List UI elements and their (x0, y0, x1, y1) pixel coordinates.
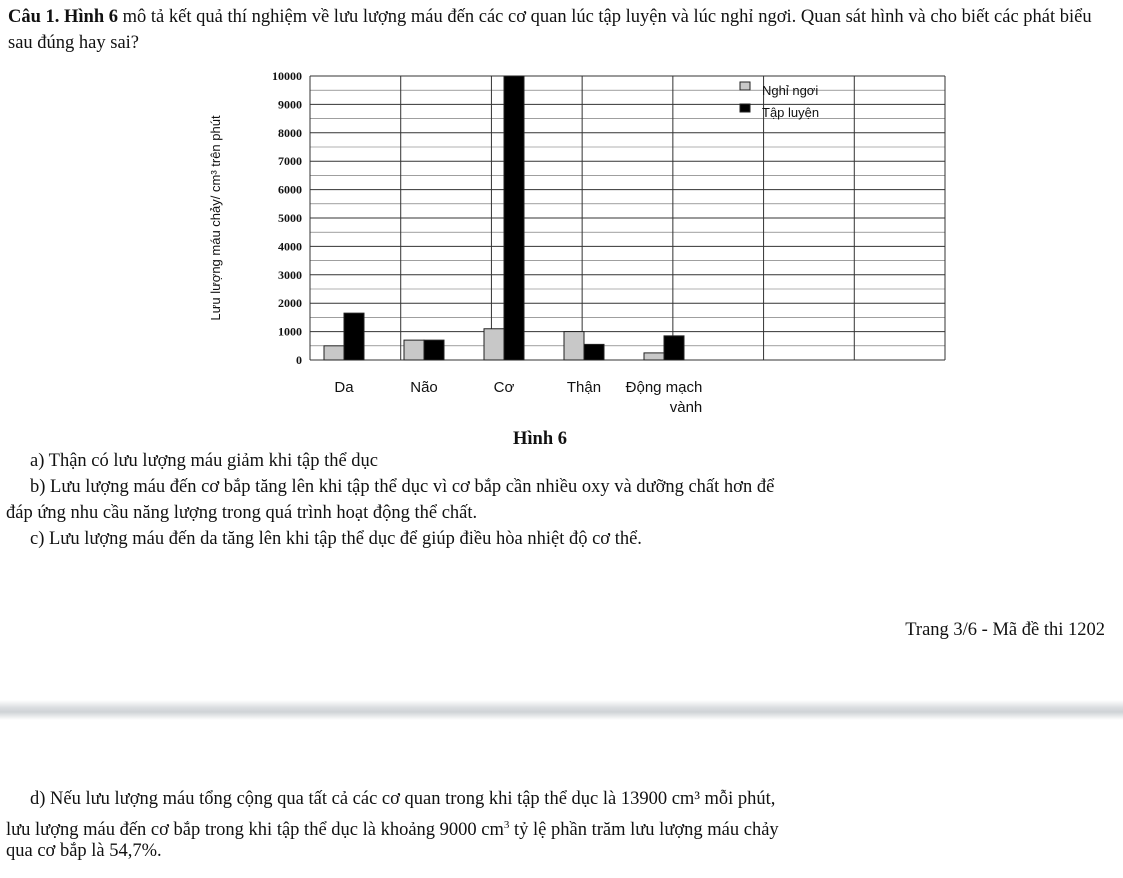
x-category-label: Động mạch (625, 379, 703, 396)
y-tick-label: 8000 (278, 125, 302, 140)
bar-rest-4 (644, 353, 664, 360)
x-category-label: Thận (566, 379, 602, 396)
question-number: Câu 1. Hình 6 (8, 7, 119, 27)
statement-b-line1: b) Lưu lượng máu đến cơ bắp tăng lên khi tập thể dục vì cơ bắp cần nhiều oxy và dưỡng chất hơn để (30, 477, 775, 497)
x-category-label: vành (669, 399, 703, 416)
y-tick-label: 1000 (278, 324, 302, 339)
statement-d-line3: qua cơ bắp là 54,7%. (6, 841, 162, 861)
bar-exercise-3 (584, 344, 604, 360)
statement-b-line2: đáp ứng nhu cầu năng lượng trong quá trình hoạt động thể chất. (6, 503, 478, 523)
page-separator (0, 700, 1123, 720)
legend-swatch-1 (740, 104, 750, 112)
y-tick-label: 3000 (278, 267, 302, 282)
y-tick-label: 0 (296, 353, 302, 367)
question-text (8, 4, 1113, 56)
figure-caption: Hình 6 (513, 429, 567, 449)
page-footer: Trang 3/6 - Mã đề thi 1202 (905, 620, 1105, 640)
x-category-label: Não (410, 379, 438, 396)
bar-exercise-2 (504, 76, 524, 360)
bar-exercise-0 (344, 313, 364, 360)
x-category-label: Da (334, 379, 354, 396)
question-body: mô tả kết quả thí nghiệm về lưu lượng máu đến các cơ quan lúc tập luyện và lúc nghỉ ngơi. Quan sát hình và cho biết các phát biểu sau đúng hay sai? (8, 7, 1092, 53)
legend-label-1: Tập luyện (762, 105, 820, 120)
statement-d-superscript: 3 (503, 819, 510, 831)
statement-d-line1: d) Nếu lưu lượng máu tổng cộng qua tất cả các cơ quan trong khi tập thể dục là 13900 cm³ mỗi phút, (30, 789, 776, 809)
y-tick-label: 10000 (272, 69, 302, 83)
bar-rest-1 (404, 340, 424, 360)
y-axis-label: Lưu lượng máu chảy/ cm³ trên phút (208, 115, 223, 321)
statement-d-line2-part1: lưu lượng máu đến cơ bắp trong khi tập thể dục là khoảng 9000 cm (6, 820, 504, 840)
y-tick-label: 4000 (278, 239, 302, 254)
x-category-label: Cơ (493, 379, 515, 396)
bar-rest-2 (484, 329, 504, 360)
bar-exercise-4 (664, 336, 684, 360)
bar-exercise-1 (424, 340, 444, 360)
legend-swatch-0 (740, 82, 750, 90)
statement-a: a) Thận có lưu lượng máu giảm khi tập thể dục (30, 451, 379, 471)
y-tick-label: 7000 (278, 154, 302, 169)
statement-c: c) Lưu lượng máu đến da tăng lên khi tập thể dục để giúp điều hòa nhiệt độ cơ thể. (30, 529, 642, 549)
bar-rest-0 (324, 346, 344, 360)
y-tick-label: 5000 (278, 211, 302, 225)
y-tick-label: 9000 (278, 97, 302, 112)
y-tick-label: 2000 (278, 296, 302, 311)
y-tick-label: 6000 (278, 182, 302, 197)
blood-flow-chart (200, 64, 960, 444)
bar-rest-3 (564, 332, 584, 360)
legend-label-0: Nghỉ ngơi (762, 83, 819, 98)
statement-d-line2-part2: tỷ lệ phần trăm lưu lượng máu chảy (509, 820, 779, 840)
